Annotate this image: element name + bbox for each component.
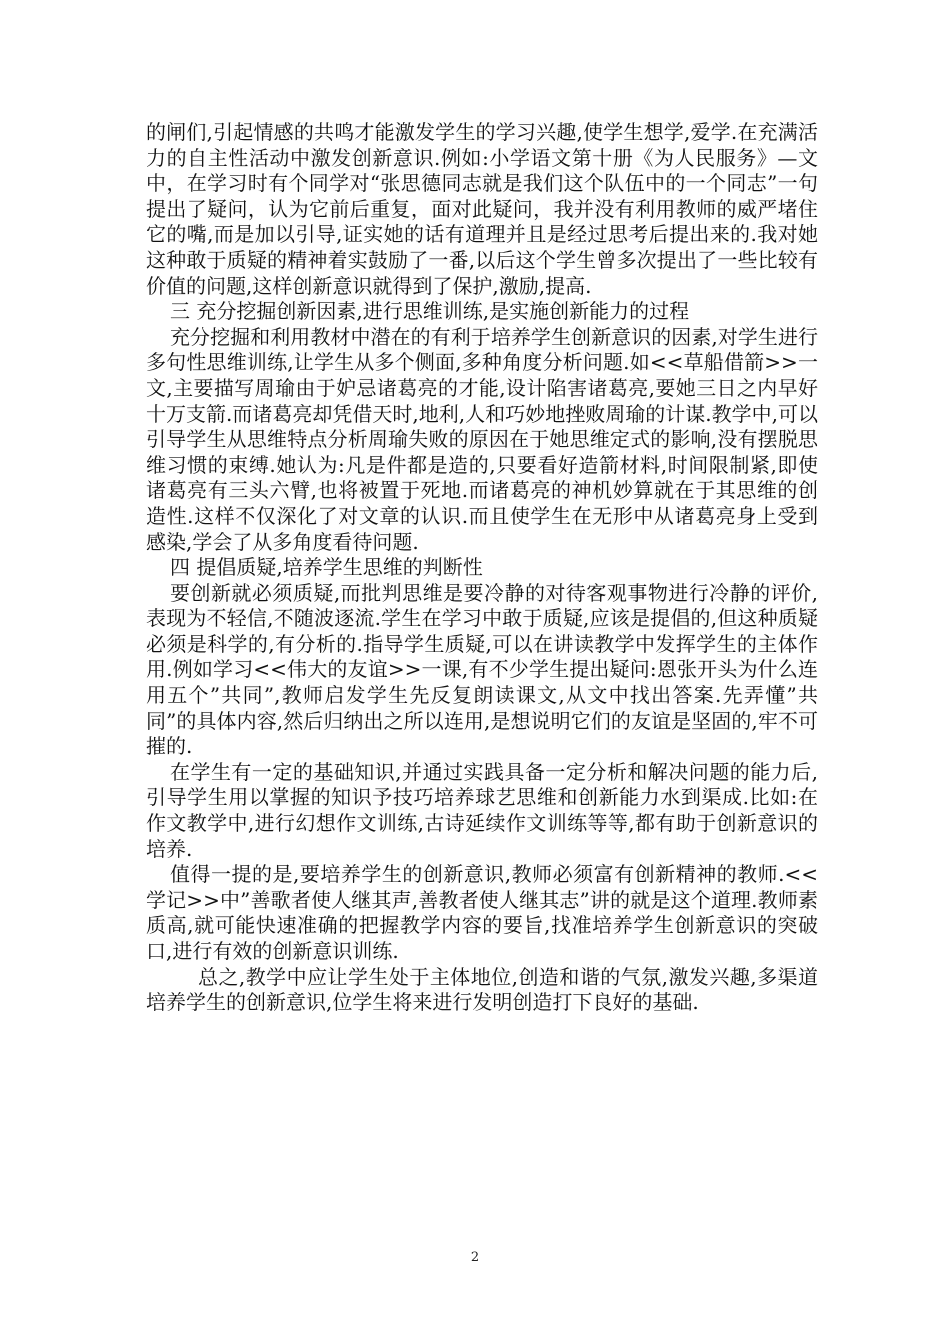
paragraph-section-four: 要创新就必须质疑,而批判思维是要冷静的对待客观事物进行冷静的评价,表现为不轻信,不随波逐流.学生在学习中敢于质疑,应该是提倡的,但这种质疑必须是科学的,有分析的.指导学生质疑,可以在讲读教学中发挥学生的主体作用.例如学习<<伟大的友谊>>一课,有不少学生提出疑问:恩张开头为什么连用五个”共同”,教师启发学生先反复朗读课文,从文中找出答案.先弄懂”共同”的具体内容,然后归纳出之所以连用,是想说明它们的友谊是坚固的,牢不可摧的. xyxy=(146,580,818,759)
paragraph-continuation: 的闸们,引起情感的共鸣才能激发学生的学习兴趣,使学生想学,爱学.在充满活力的自主性活动中激发创新意识.例如:小学语文第十册《为人民服务》—文中，在学习时有个同学对“张思德同志就是我们这个队伍中的一个同志”一句提出了疑问，认为它前后重复，面对此疑问，我并没有利用教师的威严堵住它的嘴,而是加以引导,证实她的话有道理并且是经过思考后提出来的.我对她这种敢于质疑的精神着实鼓励了一番,以后这个学生曾多次提出了一些比较有价值的问题,这样创新意识就得到了保护,激励,提高. xyxy=(146,120,818,298)
paragraph-section-three: 充分挖掘和利用教材中潜在的有利于培养学生创新意识的因素,对学生进行多句性思维训练,让学生从多个侧面,多种角度分析问题.如<<草船借箭>>一文,主要描写周瑜由于妒忌诸葛亮的才能,设计陷害诸葛亮,要她三日之内早好十万支箭.而诸葛亮却凭借天时,地利,人和巧妙地挫败周瑜的计谋.教学中,可以引导学生从思维特点分析周瑜失败的原因在于她思维定式的影响,没有摆脱思维习惯的束缚.她认为:凡是件都是造的,只要看好造箭材料,时间限制紧,即使诸葛亮有三头六臂,也将被置于死地.而诸葛亮的神机妙算就在于其思维的创造性.这样不仅深化了对文章的认识.而且使学生在无形中从诸葛亮身上受到感染,学会了从多角度看待问题. xyxy=(146,324,818,554)
paragraph-practice: 在学生有一定的基础知识,并通过实践具备一定分析和解决问题的能力后,引导学生用以掌握的知识予技巧培养球艺思维和创新能力水到渠成.比如:在作文教学中,进行幻想作文训练,古诗延续作文训练等等,都有助于创新意识的培养. xyxy=(146,759,818,861)
section-heading-three: 三 充分挖掘创新因素,进行思维训练,是实施创新能力的过程 xyxy=(170,299,690,324)
document-body xyxy=(146,120,818,1016)
paragraph-conclusion: 总之,教学中应让学生处于主体地位,创造和谐的气氛,激发兴趣,多渠道培养学生的创新意识,位学生将来进行发明创造打下良好的基础. xyxy=(146,964,818,1015)
page-number: 2 xyxy=(470,1250,480,1265)
section-heading-four: 四 提倡质疑,培养学生思维的判断性 xyxy=(170,555,483,580)
paragraph-teacher: 值得一提的是,要培养学生的创新意识,教师必须富有创新精神的教师.<<学记>>中”善歌者使人继其声,善教者使人继其志”讲的就是这个道理.教师素质高,就可能快速准确的把握教学内容的要旨,找准培养学生创新意识的突破口,进行有效的创新意识训练. xyxy=(146,862,818,963)
